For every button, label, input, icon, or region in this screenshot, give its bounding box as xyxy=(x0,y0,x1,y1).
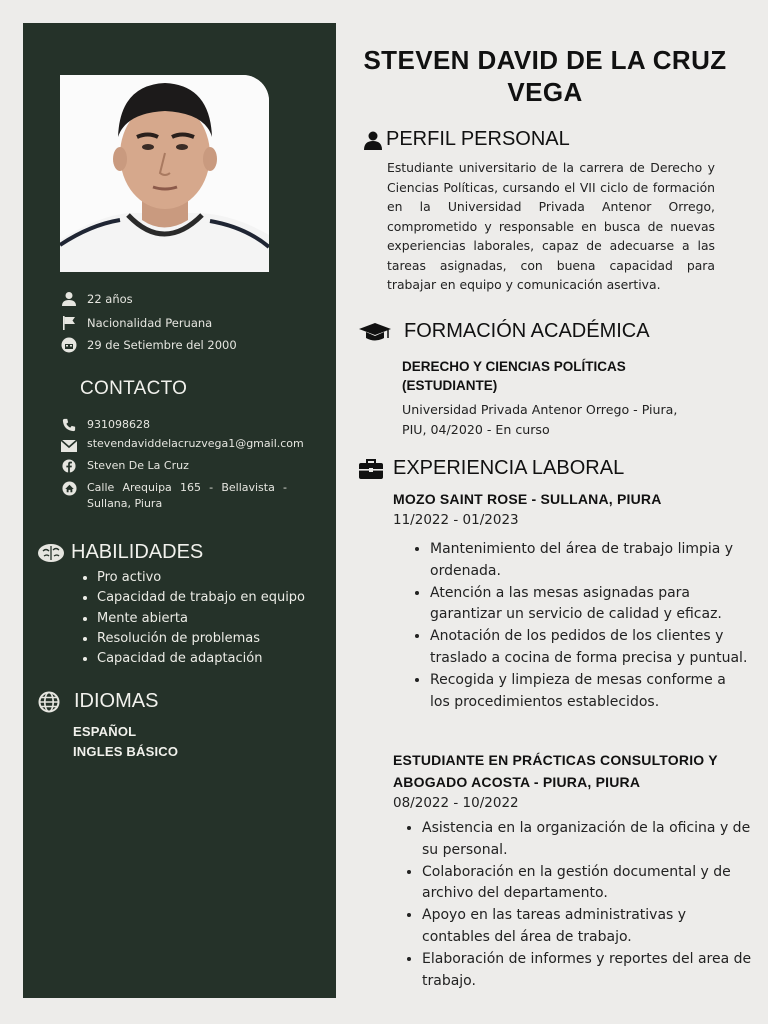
job-dates: 11/2022 - 01/2023 xyxy=(393,512,519,528)
profile-heading xyxy=(363,128,570,151)
job-tasks xyxy=(404,818,752,992)
info-birthdate xyxy=(60,337,237,353)
profile-photo xyxy=(60,75,269,272)
language-item: ESPAÑOL xyxy=(73,724,137,739)
list-item: • Elaboración de informes y reportes del area de trabajo. xyxy=(422,949,752,993)
nationality-text: Nacionalidad Peruana xyxy=(87,316,213,330)
info-nationality xyxy=(60,315,212,331)
job-title: MOZO SAINT ROSE - SULLANA, PIURA xyxy=(393,491,662,507)
mail-icon xyxy=(60,436,78,452)
contact-phone[interactable] xyxy=(60,417,150,433)
languages-title: IDIOMAS xyxy=(74,690,159,712)
list-item: • Mente abierta xyxy=(97,609,305,629)
page-title: STEVEN DAVID DE LA CRUZ VEGA xyxy=(363,45,727,107)
contact-facebook[interactable] xyxy=(60,458,189,474)
list-item: • Capacidad de adaptación xyxy=(97,649,305,669)
skills-list xyxy=(79,568,305,669)
age-text: 22 años xyxy=(87,292,133,306)
graduation-cap-icon xyxy=(358,321,392,343)
briefcase-icon xyxy=(358,458,384,480)
list-item: • Apoyo en las tareas administrativas y contables del área de trabajo. xyxy=(422,905,752,949)
experience-title: EXPERIENCIA LABORAL xyxy=(393,457,625,479)
person-icon xyxy=(60,291,78,307)
experience-heading xyxy=(358,457,624,480)
job-title: ESTUDIANTE EN PRÁCTICAS CONSULTORIO Y ABOGADO ACOSTA - PIURA, PIURA xyxy=(393,752,718,790)
language-item: INGLES BÁSICO xyxy=(73,744,179,759)
education-heading xyxy=(358,320,650,343)
phone-icon xyxy=(60,417,78,433)
email-text: stevendaviddelacruzvega1@gmail.com xyxy=(87,437,304,450)
education-period: PIU, 04/2020 - En curso xyxy=(402,422,550,437)
list-item: • Asistencia en la organización de la oficina y de su personal. xyxy=(422,818,752,862)
education-school: Universidad Privada Antenor Orrego - Piura, xyxy=(402,402,678,417)
job-tasks xyxy=(412,539,750,713)
facebook-text: Steven De La Cruz xyxy=(87,459,189,472)
home-icon xyxy=(60,480,78,496)
profile-title: PERFIL PERSONAL xyxy=(386,128,570,150)
list-item: • Resolución de problemas xyxy=(97,629,305,649)
contact-email[interactable] xyxy=(60,436,304,452)
list-item: • Recogida y limpieza de mesas conforme a los procedimientos establecidos. xyxy=(430,670,750,714)
globe-icon xyxy=(38,691,60,713)
list-item: • Atención a las mesas asignadas para garantizar un servicio de calidad y eficaz. xyxy=(430,583,750,627)
list-item: • Mantenimiento del área de trabajo limpia y ordenada. xyxy=(430,539,750,583)
education-title: FORMACIÓN ACADÉMICA xyxy=(404,320,650,342)
list-item: • Anotación de los pedidos de los clientes y traslado a cocina de forma precisa y puntual. xyxy=(430,626,750,670)
calendar-icon xyxy=(60,337,78,353)
person-icon xyxy=(363,130,383,150)
job-dates: 08/2022 - 10/2022 xyxy=(393,795,519,811)
flag-icon xyxy=(60,315,78,331)
facebook-icon xyxy=(60,458,78,474)
list-item: • Capacidad de trabajo en equipo xyxy=(97,588,305,608)
phone-text: 931098628 xyxy=(87,418,150,431)
languages-heading xyxy=(38,690,158,713)
info-age xyxy=(60,291,133,307)
list-item: • Pro activo xyxy=(97,568,305,588)
skills-title: HABILIDADES xyxy=(71,541,204,563)
contact-address xyxy=(60,480,287,512)
profile-text: Estudiante universitario de la carrera de Derecho y Ciencias Políticas, cursando el VII ciclo de formación en la Universidad Privada Antenor Orrego, comprometido y responsable en busca de nuevas experiencias laborales, capaz de adecuarse a las tareas asignadas, con buena capacidad para trabajar en equipo y comunicación asertiva. xyxy=(387,160,715,292)
address-text: Calle Arequipa 165 - Bellavista - Sullana, Piura xyxy=(87,481,287,510)
skills-heading xyxy=(37,541,203,564)
contact-title: CONTACTO xyxy=(80,378,188,399)
brain-icon xyxy=(37,542,65,564)
birthdate-text: 29 de Setiembre del 2000 xyxy=(87,338,237,352)
degree-title: DERECHO Y CIENCIAS POLÍTICAS (ESTUDIANTE) xyxy=(402,359,626,393)
list-item: • Colaboración en la gestión documental y de archivo del departamento. xyxy=(422,862,752,906)
